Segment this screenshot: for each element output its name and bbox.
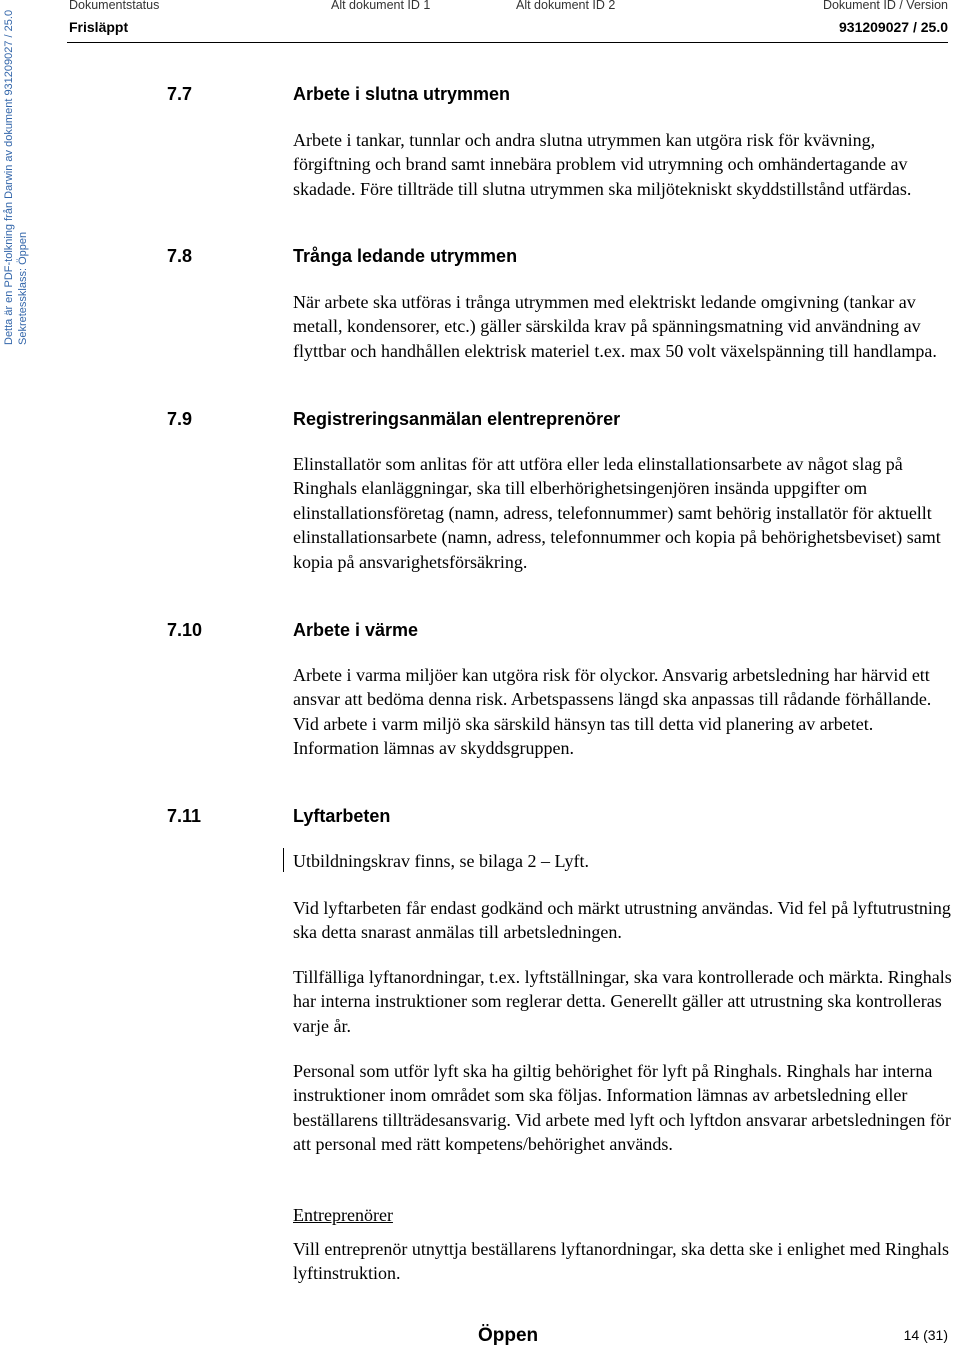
section-title: Lyftarbeten (293, 806, 391, 826)
side-margin-text (0, 0, 34, 1350)
doc-id-value: 931209027 / 25.0 (839, 19, 948, 35)
section-number: 7.7 (167, 84, 193, 104)
section-number: 7.10 (167, 620, 203, 640)
paragraph: Tillfälliga lyftanordningar, t.ex. lyftställningar, ska vara kontrollerade och märkta. Ringhals har interna instruktioner som reglerar detta. Generellt gäller att utrustning ska kontrolleras varje år. (293, 967, 952, 1036)
doc-status-value: Frisläppt (69, 19, 129, 35)
paragraph: Vill entreprenör utnyttja beställarens lyftanordningar, ska detta ske i enlighet med Ringhals lyftinstruktion. (293, 1239, 950, 1284)
paragraph: Personal som utför lyft ska ha giltig behörighet för lyft på Ringhals. Ringhals har interna instruktioner inom området som ska följas. Information lämnas av arbetsledning eller beställarens tillträdesansvarig. Vid arbete med lyft och lyftdon ansvarar arbetsledningen för att personal med rätt kompetens/behörighet används. (293, 1061, 951, 1155)
alt-id2-label: Alt dokument ID 2 (516, 0, 616, 12)
section-number: 7.8 (167, 246, 193, 266)
paragraph: Arbete i varma miljöer kan utgöra risk för olyckor. Ansvarig arbetsledning har härvid ett ansvar att bedöma denna risk. Arbetspassens längd ska anpassas till rådande förhållande. Vid arbete i varm miljö ska särskild hänsyn tas till detta vid planering av arbetet. Information lämnas av skyddsgruppen. (293, 665, 932, 759)
section-number: 7.11 (167, 806, 202, 826)
alt-id1-label: Alt dokument ID 1 (331, 0, 431, 12)
page-number: 14 (31) (903, 1327, 948, 1343)
paragraph: Elinstallatör som anlitas för att utföra eller leda elinstallationsarbete av något slag på Ringhals elanläggningar, ska till elberhörighetsingenjören insända uppgifter om elinstallationsföretag (namn, adress, telefonnummer) samt behörig installatör för aktuellt elinstallationsarbete (namn, adress, telefonnummer och kopia på behörighetsbeviset) samt kopia på ansvarighetsförsäkring. (293, 454, 941, 572)
section-number: 7.9 (167, 409, 193, 429)
section-title: Trånga ledande utrymmen (293, 246, 518, 266)
section-title: Arbete i värme (293, 620, 419, 640)
pdf-source-note: Detta är en PDF-tolkning från Darwin av dokument 931209027 / 25.0 (3, 9, 15, 345)
footer-classification: Öppen (478, 1325, 539, 1346)
section-title: Arbete i slutna utrymmen (293, 84, 511, 104)
doc-status-label: Dokumentstatus (69, 0, 160, 12)
revision-bar (283, 848, 284, 872)
document-header (67, 0, 948, 44)
paragraph: Arbete i tankar, tunnlar och andra slutna utrymmen kan utgöra risk för kvävning, förgiftning och brand samt innebära problem vid utrymning och omhändertagande av skadade. Före tillträde till slutna utrymmen ska miljötekniskt skyddstillstånd utfärdas. (293, 130, 912, 199)
subheading-entreprenorer: Entreprenörer (293, 1205, 393, 1225)
paragraph: Vid lyftarbeten får endast godkänd och märkt utrustning användas. Vid fel på lyftutrustning ska detta snarast anmälas till arbetsledningen. (293, 898, 951, 943)
section-title: Registreringsanmälan elentreprenörer (293, 409, 621, 429)
header-rule (67, 42, 948, 43)
paragraph: När arbete ska utföras i trånga utrymmen med elektriskt ledande omgivning (tankar av metall, kondensorer, etc.) gäller särskilda krav på spänningsmatning vid användning av flyttbar och handhållen elektrisk materiel t.ex. max 50 volt växelspänning till handlampa. (293, 292, 937, 361)
security-class-note: Sekretessklass: Öppen (17, 231, 29, 345)
doc-id-label: Dokument ID / Version (822, 0, 948, 12)
paragraph: Utbildningskrav finns, se bilaga 2 – Lyft. (293, 851, 589, 871)
